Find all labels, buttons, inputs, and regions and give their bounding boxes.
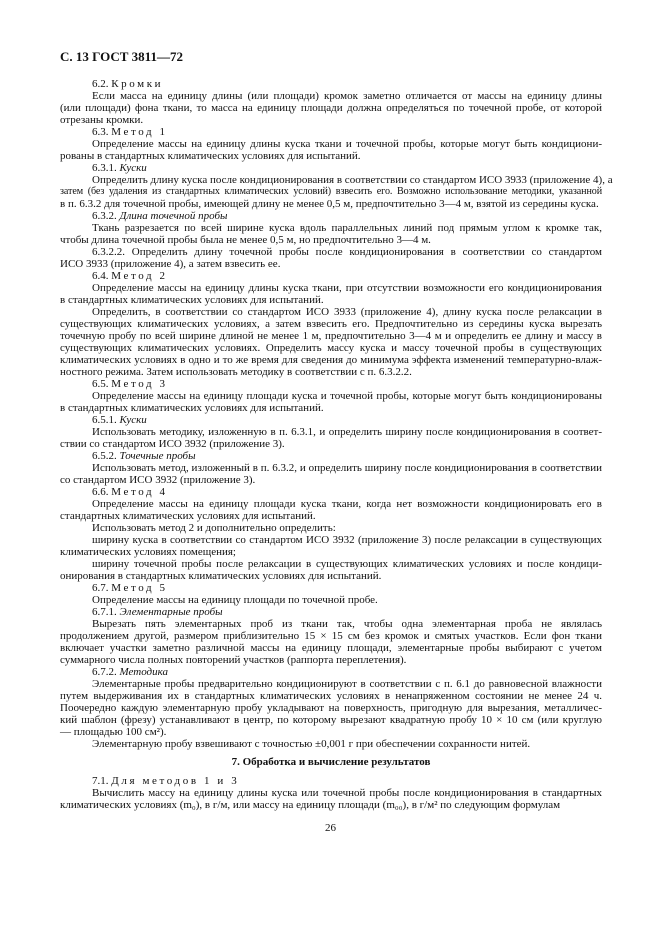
paragraph (60, 534, 602, 558)
text-line: стандартных климатических условиях для испытаний. (60, 510, 316, 522)
section-title: Куски (119, 162, 147, 174)
text-line: ствии со стандартом ИСО 3932 (приложение 3). (60, 438, 285, 450)
section-heading (60, 486, 602, 498)
paragraph (60, 618, 602, 666)
section-heading (60, 582, 602, 594)
paragraph (60, 390, 602, 414)
paragraph (60, 678, 602, 738)
section-heading (60, 414, 602, 426)
section-number: 6.2. (92, 78, 109, 90)
paragraph (60, 174, 613, 210)
text-line: — площадью 100 см²). (60, 726, 167, 738)
section-title: Кромки (111, 78, 164, 90)
text-line: Определение массы на единицу длины куска ткани и точечной пробы, которые могут быть кондициони- (92, 138, 602, 150)
section-number: 7.1. (92, 775, 109, 787)
section-heading (60, 378, 602, 390)
text-line: Вырезать пять элементарных проб из ткани так, чтобы одна элементарная проба не являлась (92, 618, 602, 630)
section-number: 6.3.2. (92, 210, 117, 222)
chapter-heading: 7. Обработка и вычисление результатов (231, 756, 431, 768)
text-line: включает участки заметно различной массы на единицу площади, элементарные пробы выбирают с учетом (60, 642, 602, 654)
section-number: 6.5. (92, 378, 109, 390)
page-header: С. 13 ГОСТ 3811—72 (60, 49, 183, 64)
text-line: чтобы длина точечной пробы была не менее 0,5 м, но предпочтительно 3—4 м. (60, 234, 431, 246)
section-title: Длина точечной пробы (119, 210, 228, 222)
text-line: климатических условиях (m₀), в г/м, или массу на единицу площади (m₀₀), в г/м² по следующим формулам (60, 799, 561, 811)
paragraph (60, 306, 602, 378)
text-line: существующих климатических условиях. Определить массу куска и массу точечной пробы в существующих (60, 342, 602, 354)
text-line: Использовать метод, изложенный в п. 6.3.2, и определить ширину после кондиционирования в соответствии (92, 462, 602, 474)
section-heading (60, 775, 602, 787)
section-heading (60, 78, 602, 90)
text-line: в п. 6.3.2 для точечной пробы, имеющей длину не менее 0,5 м, предпочтительно 3—4 м, взятой из середины куска. (60, 198, 599, 210)
section-number: 6.4. (92, 270, 109, 282)
text-line: существующих климатических условиях, а затем взвесить его. Предпочтительно из середины куска вырезать (60, 318, 602, 330)
section-title: Метод 1 (111, 126, 168, 138)
section-heading (60, 666, 602, 678)
section-number: 6.7. (92, 582, 109, 594)
section-number: 6.6. (92, 486, 109, 498)
text-line: Определить длину куска после кондиционирования в соответствии со стандартом ИСО 3933 (приложение 4), а (92, 174, 613, 186)
paragraph (60, 738, 602, 750)
section-number: 6.7.1. (92, 606, 117, 618)
text-line: затем (без удаления из стандартных климатических условий) взвесить его. Возможно использование методики, указанной (60, 186, 602, 197)
text-line: кий шаблон (фрезу) устанавливают в центр, по которому вырезают квадратную пробу 10 × 10 см (или круглую (60, 714, 602, 726)
text-line: Поочередно каждую элементарную пробу укладывают на поверхность, пригодную для вырезания, металличес- (60, 702, 602, 714)
text-line: ИСО 3933 (приложение 4), а затем взвесить ее. (60, 258, 281, 270)
section-heading (60, 126, 602, 138)
section-number: 6.7.2. (92, 666, 117, 678)
text-line: продолжением другой, размером приблизительно 15 × 15 см без кромок и смятых участков. Если фон ткани (60, 630, 602, 642)
paragraph (60, 282, 602, 306)
paragraph (60, 138, 602, 162)
paragraph (60, 426, 602, 450)
section-title: Метод 3 (111, 378, 168, 390)
text-line: со стандартом ИСО 3932 (приложение 3). (60, 474, 256, 486)
paragraph (60, 462, 602, 486)
text-line: Использовать метод 2 и дополнительно определить: (92, 522, 336, 534)
text-line: 6.3.2.2. Определить длину точечной пробы после кондиционирования в соответствии со стандартом (92, 246, 602, 258)
text-line: Определение массы на единицу площади по точечной пробе. (92, 594, 378, 606)
text-line: ширину куска в соответствии со стандартом ИСО 3932 (приложение 3) после релаксации в существующих (92, 534, 602, 546)
text-line: отрезаны кромки. (60, 114, 144, 126)
text-line: Элементарную пробу взвешивают с точностью ±0,001 г при обеспечении сохранности нитей. (92, 738, 531, 750)
section-title: Для методов 1 и 3 (111, 775, 240, 787)
section-title: Метод 5 (111, 582, 168, 594)
section-heading (60, 162, 602, 174)
paragraph (60, 246, 602, 270)
section-heading (60, 606, 602, 618)
paragraph (60, 594, 602, 606)
section-heading (60, 210, 602, 222)
paragraph (60, 90, 602, 126)
text-line: климатических условиях в одно и то же время для сведения до минимума эффекта изменений температурно-влаж- (60, 354, 602, 366)
text-line: онирования в стандартных климатических условиях для испытаний. (60, 570, 382, 582)
section-title: Элементарные пробы (119, 606, 223, 618)
text-line: рованы в стандартных климатических условиях для испытаний. (60, 150, 361, 162)
section-heading (60, 450, 602, 462)
text-line: Определить, в соответствии со стандартом ИСО 3933 (приложение 4), длину куска после релаксации в (92, 306, 602, 318)
text-line: точечную пробу по всей ширине длиной не менее 1 м, предпочтительно 3—4 м и определить ее длину и массу в (60, 330, 602, 342)
text-line: Элементарные пробы предварительно кондиционируют в соответствии с п. 6.1 до равновесной влажности (92, 678, 602, 690)
paragraph (60, 558, 602, 582)
section-number: 6.3.1. (92, 162, 117, 174)
text-line: в стандартных климатических условиях для испытаний. (60, 294, 324, 306)
text-line: Ткань разрезается по всей ширине куска вдоль параллельных линий под прямым углом к кромке так, (92, 222, 602, 234)
text-line: Использовать методику, изложенную в п. 6.3.1, и определить ширину после кондиционирования в соответ- (92, 426, 602, 438)
text-line: Если масса на единицу длины (или площади) кромок заметно отличается от массы на единицу длины (92, 90, 602, 102)
section-title: Методика (119, 666, 168, 678)
text-line: Определение массы на единицу площади куска ткани, когда нет возможности кондиционировать его в (92, 498, 602, 510)
section-number: 6.3. (92, 126, 109, 138)
paragraph (60, 787, 602, 811)
section-title: Куски (119, 414, 147, 426)
section-title: Метод 2 (111, 270, 168, 282)
text-line: суммарного числа полных повторений участков (раппорта переплетения). (60, 654, 407, 666)
page-number: 26 (325, 822, 336, 834)
section-title: Точечные пробы (119, 450, 196, 462)
text-line: климатических условиях помещения; (60, 546, 236, 558)
document-body (60, 78, 613, 811)
text-line: ширину точечной пробы после релаксации в существующих климатических условиях и после кондици- (92, 558, 602, 570)
text-line: Вычислить массу на единицу длины куска или точечной пробы после кондиционирования в стандартных (92, 787, 602, 799)
section-heading (60, 270, 602, 282)
text-line: Определение массы на единицу длины куска ткани, при отсутствии возможности его кондиционирования (92, 282, 602, 294)
text-line: путем выдерживания их в стандартных климатических условиях в ненапряженном состоянии не менее 24 ч. (60, 690, 602, 702)
paragraph (60, 522, 602, 534)
paragraph (60, 498, 602, 522)
paragraph (60, 222, 602, 246)
section-number: 6.5.1. (92, 414, 117, 426)
text-line: (или площади) фона ткани, то масса на единицу площади должна определяться по точечной пробе, от которой (60, 102, 602, 114)
section-number: 6.5.2. (92, 450, 117, 462)
text-line: Определение массы на единицу площади куска и точечной пробы, которые могут быть кондиционированы (92, 390, 602, 402)
text-line: в стандартных климатических условиях для испытаний. (60, 402, 324, 414)
text-line: ностного режима. Затем использовать методику в соответствии с п. 6.3.2.2. (60, 366, 412, 378)
section-title: Метод 4 (111, 486, 168, 498)
